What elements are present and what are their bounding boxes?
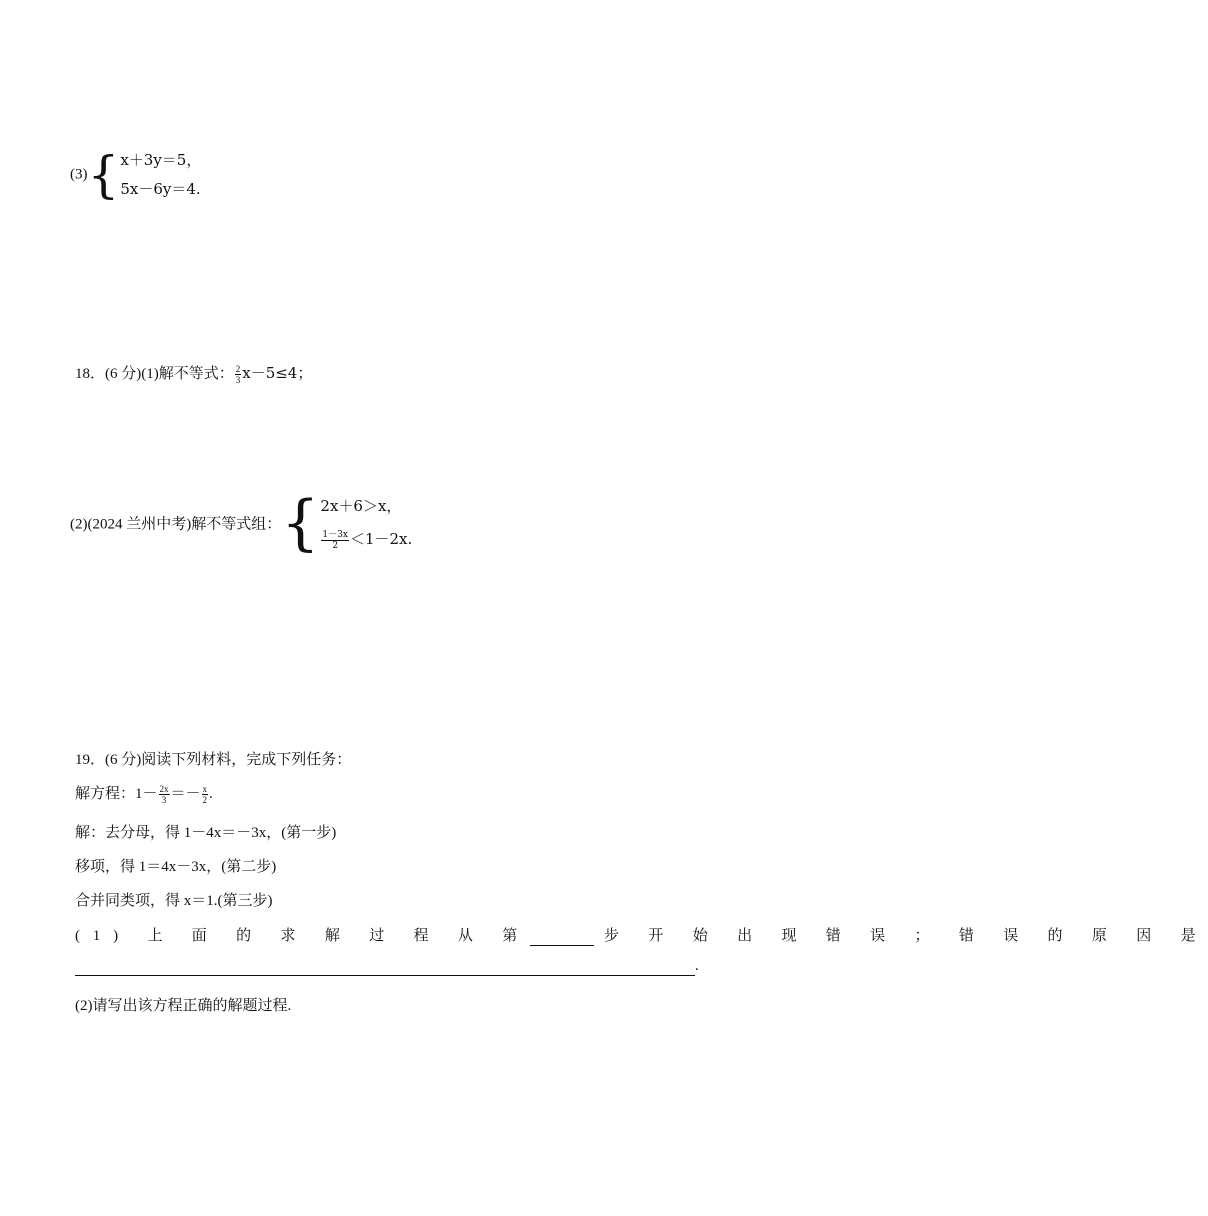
task-1-text-a: (1) 上 面 的 求 解 过 程 从 第 [75, 928, 531, 944]
equation-lines [120, 146, 201, 204]
equation-system-3 [70, 146, 201, 204]
equation-to-solve: 解方程：1－ $\frac{2x}{3}$ ＝－ $\frac{x}{2}$ . [75, 784, 213, 806]
equation-2: 5x－6y＝4. [120, 180, 201, 198]
fraction-two-thirds: $\frac{2}{3}$ [235, 364, 241, 386]
task-1-reason-line: . [75, 958, 699, 976]
inequality-2: $\frac{1-3x}{2}$ ＜1－2x. [322, 529, 413, 551]
fraction-2x-over-3: $\frac{2x}{3}$ [159, 784, 169, 806]
answer-blank-step[interactable] [530, 928, 594, 946]
task-1-text-b: 步 开 始 出 现 错 误 ； 错 误 的 原 因 是 [604, 928, 1208, 944]
task-1-line [75, 924, 1208, 946]
inequality-tail: x－5≤4； [242, 364, 313, 382]
solution-step-3: 合并同类项，得 x＝1.(第三步) [75, 893, 273, 909]
question-18-head: 18．(6 分)(1)解不等式： [75, 366, 234, 382]
task-2: (2)请写出该方程正确的解题过程. [75, 998, 292, 1014]
left-brace: { [281, 488, 320, 558]
equation-1: x＋3y＝5， [120, 151, 202, 169]
left-brace: { [87, 146, 120, 204]
part-label: (3) [70, 166, 88, 183]
solution-step-1: 解：去分母，得 1－4x＝－3x，(第一步) [75, 825, 337, 841]
fraction-x-over-2: $\frac{x}{2}$ [202, 784, 208, 806]
fraction-1-3x-over-2: $\frac{1-3x}{2}$ [322, 529, 348, 551]
answer-blank-reason[interactable] [75, 958, 695, 976]
inequality-lines [320, 490, 412, 556]
question-18-part2 [70, 490, 412, 556]
inequality-1: 2x＋6＞x， [320, 497, 402, 515]
part2-prefix: (2)(2024 兰州中考)解不等式组： [70, 516, 282, 533]
question-18-part1 [75, 362, 312, 385]
solution-step-2: 移项，得 1＝4x－3x，(第二步) [75, 859, 277, 875]
question-19-head: 19．(6 分)阅读下列材料，完成下列任务： [75, 752, 352, 768]
